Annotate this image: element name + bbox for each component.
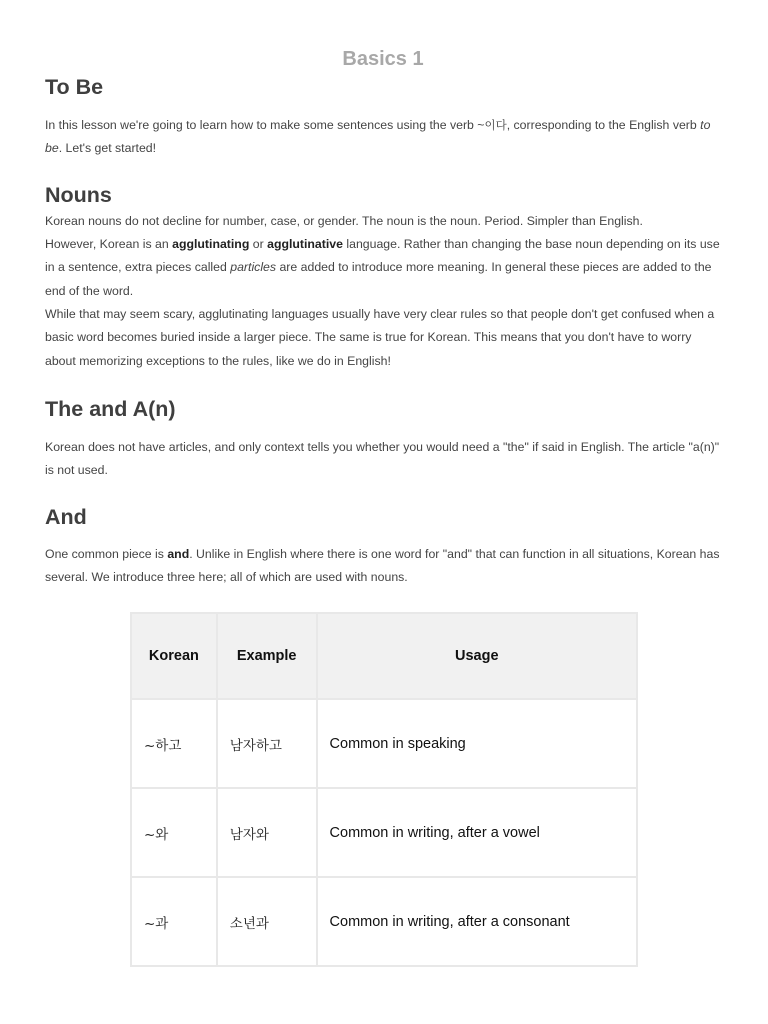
korean-cell: ~하고	[131, 699, 217, 788]
agglutinative-bold: agglutinative	[267, 237, 343, 251]
the-and-an-paragraph: Korean does not have articles, and only context tells you whether you would need a "the" if said in English. The article "a(n)" is not used.	[45, 440, 720, 478]
particles-emphasis: particles	[230, 260, 277, 275]
nouns-paragraph-3: While that may seem scary, agglutinating languages usually have very clear rules so that people don't get confused when a basic word becomes buried inside a larger piece. The same is true for Korean. This means that you don't have to worry about memorizing exceptions to the rules, like we do in English!	[45, 307, 715, 368]
and-particles-table	[130, 612, 638, 967]
table-row	[131, 877, 637, 966]
example-cell: 남자와	[217, 788, 317, 877]
column-header-example: Example	[217, 613, 317, 699]
page-title: Basics 1	[342, 48, 424, 70]
and-paragraph	[45, 543, 721, 590]
table-row	[131, 699, 637, 788]
to-be-text-c: . Let's get started!	[58, 141, 157, 156]
nouns-paragraph-2	[45, 233, 721, 303]
usage-cell: Common in writing, after a vowel	[317, 788, 637, 877]
agglutinating-bold: agglutinating	[172, 237, 250, 251]
column-header-usage: Usage	[317, 613, 637, 699]
to-be-text-b: , corresponding to the English verb	[506, 118, 701, 132]
table-row	[131, 788, 637, 877]
korean-cell: ~와	[131, 788, 217, 877]
to-be-text-a: In this lesson we're going to learn how to make some sentences using the verb ~	[45, 118, 485, 132]
heading-and: And	[45, 505, 87, 529]
nouns-p2-a: However, Korean is an	[45, 237, 173, 251]
table-header-row	[131, 613, 637, 699]
nouns-p2-d: are added to introduce more meaning. In general these pieces are added to the end of the word.	[45, 260, 712, 298]
usage-cell: Common in speaking	[317, 699, 637, 788]
column-header-korean: Korean	[131, 613, 217, 699]
to-be-emphasis: to be	[45, 118, 711, 156]
heading-to-be: To Be	[45, 75, 104, 99]
heading-the-and-an: The and A(n)	[45, 397, 176, 421]
and-p1-a: One common piece is	[45, 547, 168, 561]
and-p1-c: . Unlike in English where there is one word for "and" that can function in all situations, Korean has several. We introduce three here; all of which are used with nouns.	[45, 547, 720, 585]
to-be-korean-verb: 이다	[484, 118, 507, 132]
and-bold: and	[167, 547, 190, 561]
nouns-paragraph-1: Korean nouns do not decline for number, case, or gender. The noun is the noun. Period. Simpler than English.	[45, 214, 643, 228]
to-be-paragraph	[45, 114, 721, 161]
example-cell: 소년과	[217, 877, 317, 966]
heading-nouns: Nouns	[45, 183, 112, 207]
example-cell: 남자하고	[217, 699, 317, 788]
usage-cell: Common in writing, after a consonant	[317, 877, 637, 966]
nouns-p2-c: language. Rather than changing the base noun depending on its use in a sentence, extra pieces called	[45, 237, 720, 275]
korean-cell: ~과	[131, 877, 217, 966]
nouns-p2-or: or	[249, 237, 268, 251]
